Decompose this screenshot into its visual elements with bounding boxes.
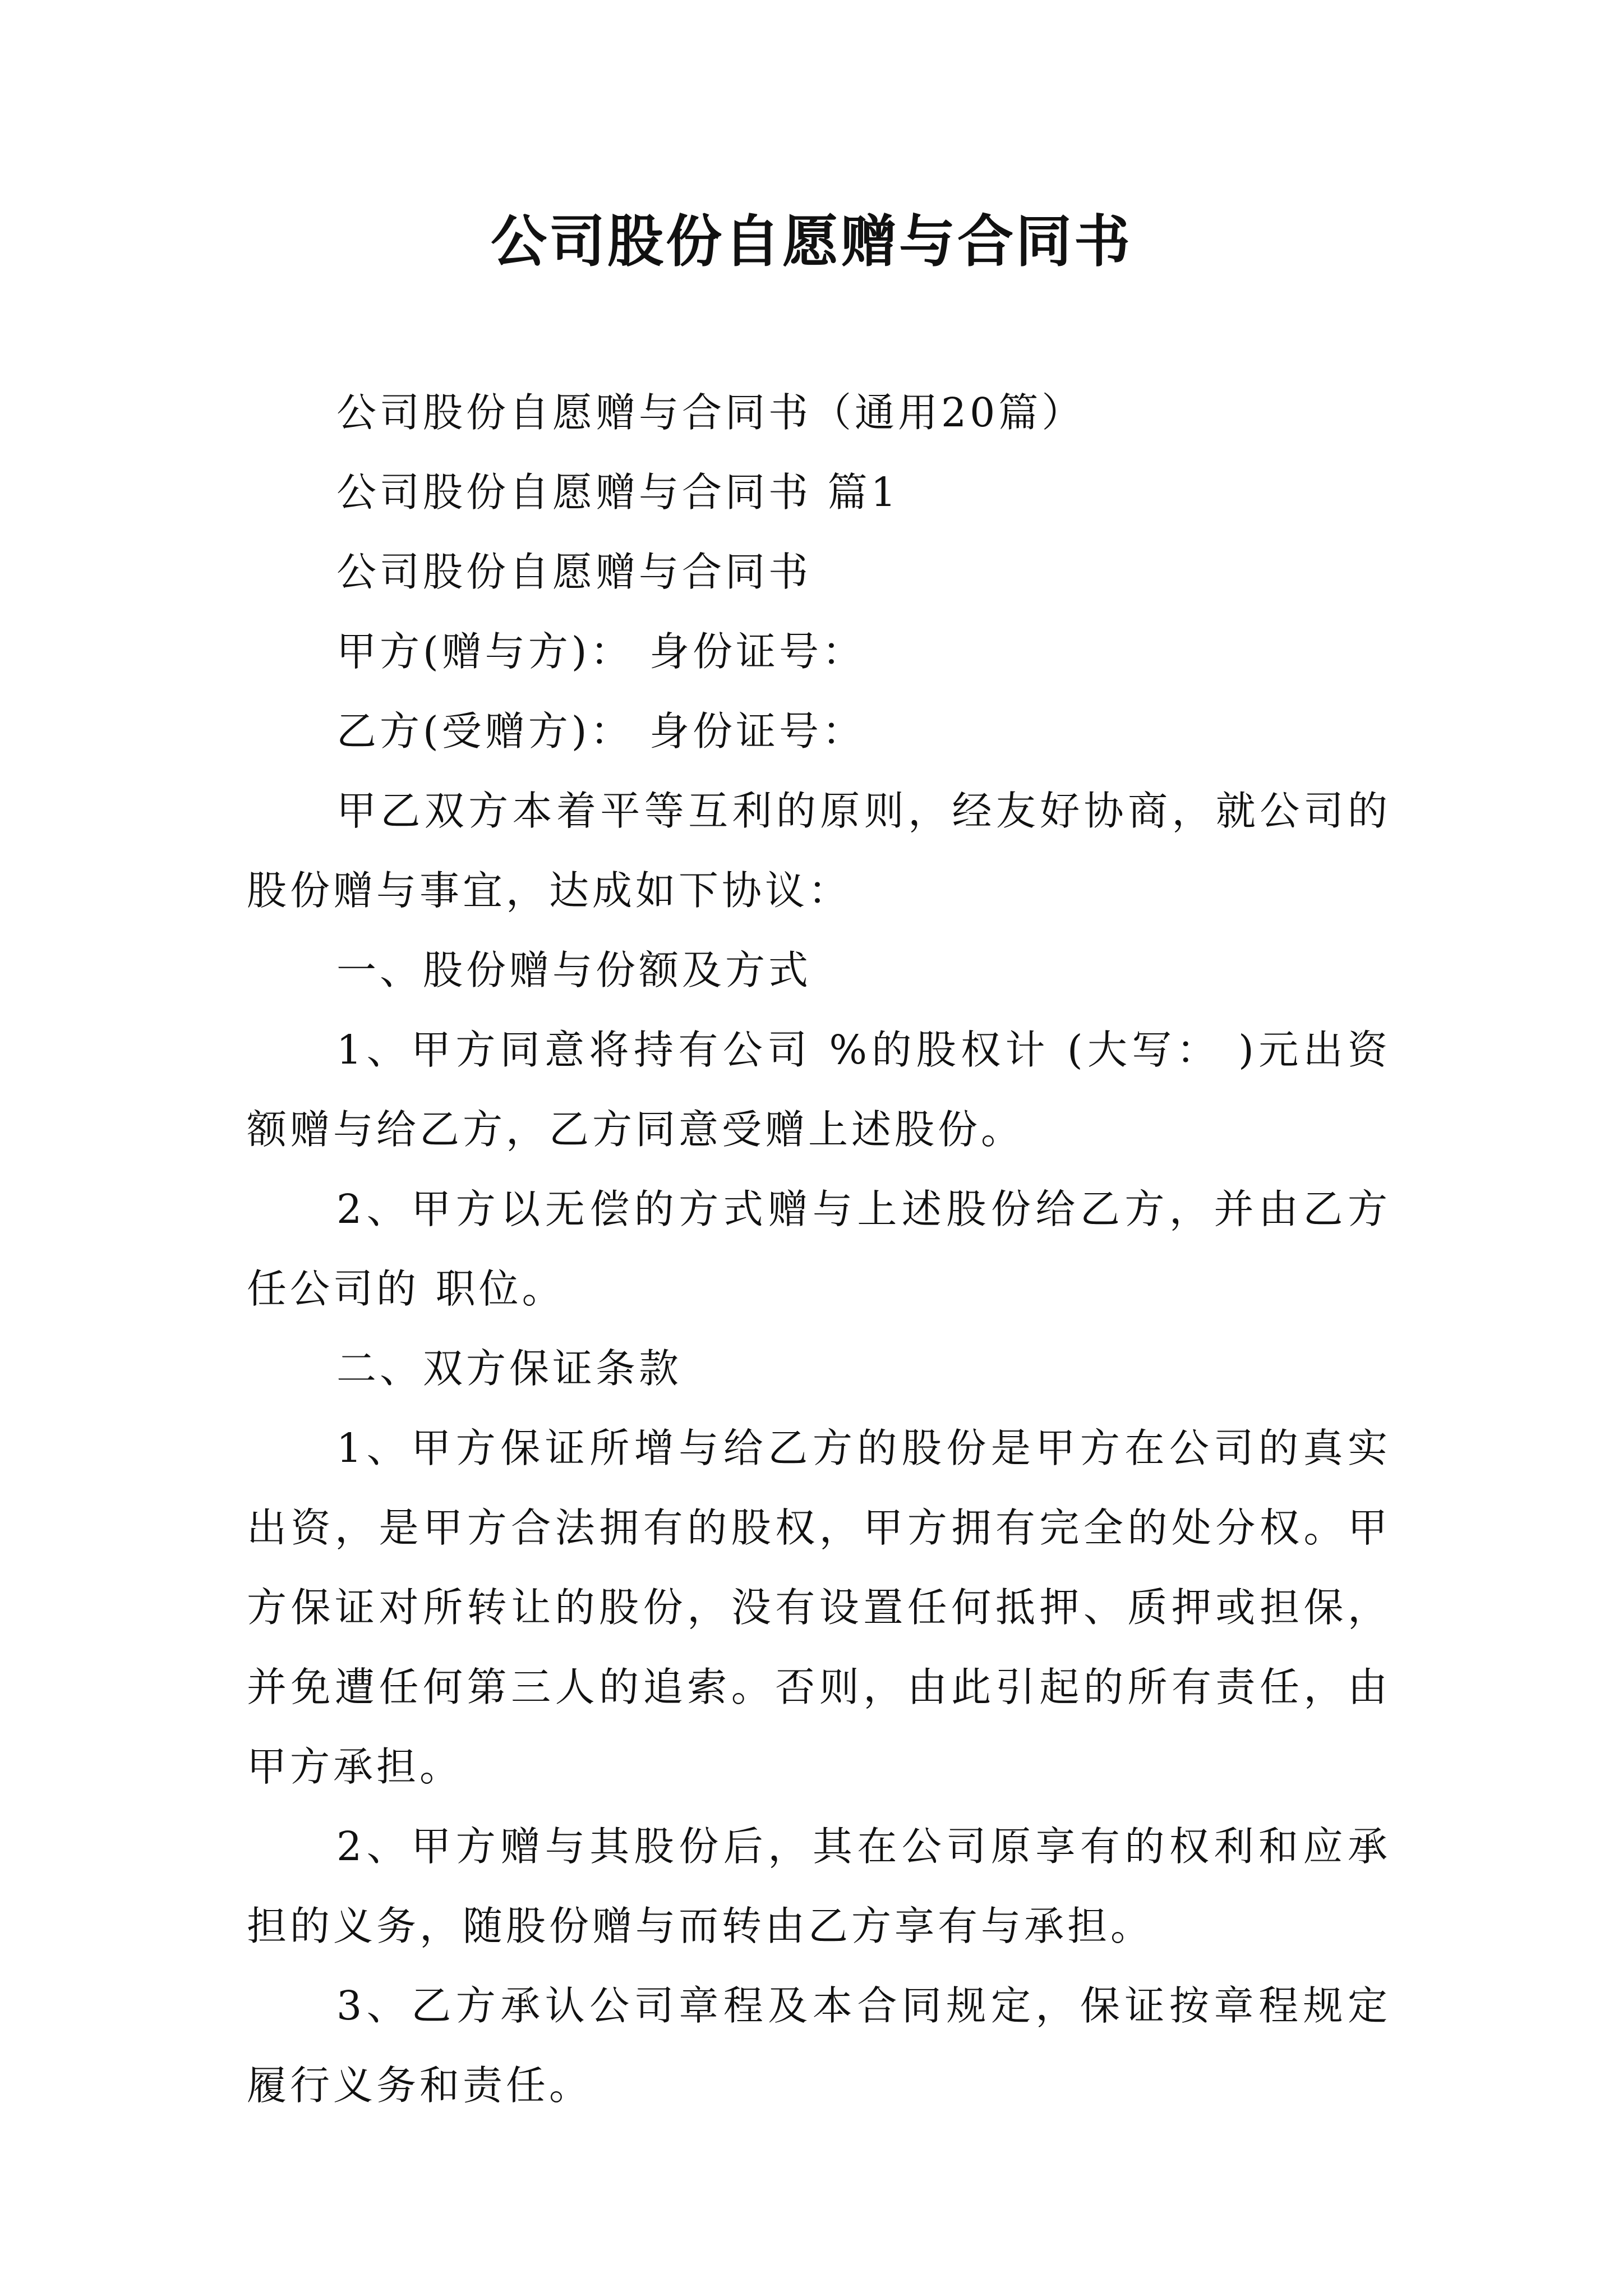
paragraph-subtitle: 公司股份自愿赠与合同书（通用20篇） <box>336 389 1085 436</box>
paragraph-chapter-heading: 公司股份自愿赠与合同书 篇1 <box>336 469 900 516</box>
paragraph-party-a: 甲方(赠与方)： 身份证号： <box>336 628 865 675</box>
paragraph-party-b: 乙方(受赠方)： 身份证号： <box>336 708 865 754</box>
paragraph-clause-2-2: 2、甲方赠与其股份后，其在公司原享有的权利和应承担的义务，随股份赠与而转由乙方享有与承担。 <box>247 1823 1391 1949</box>
document-title: 公司股份自愿赠与合同书 <box>491 208 1132 274</box>
section-heading-2: 二、双方保证条款 <box>336 1345 683 1392</box>
paragraph-clause-2-3: 3、乙方承认公司章程及本合同规定，保证按章程规定履行义务和责任。 <box>247 1982 1391 2109</box>
paragraph-contract-name: 公司股份自愿赠与合同书 <box>336 549 812 595</box>
section-heading-1: 一、股份赠与份额及方式 <box>336 947 812 993</box>
paragraph-clause-1-2: 2、甲方以无偿的方式赠与上述股份给乙方，并由乙方任公司的 职位。 <box>247 1186 1391 1312</box>
document-body <box>247 373 1391 2125</box>
paragraph-clause-2-1: 1、甲方保证所增与给乙方的股份是甲方在公司的真实出资，是甲方合法拥有的股权，甲方拥有完全的处分权。甲方保证对所转让的股份，没有设置任何抵押、质押或担保，并免遭任何第三人的追索。否则，由此引起的所有责任，由甲方承担。 <box>247 1425 1391 1790</box>
paragraph-preamble: 甲乙双方本着平等互利的原则，经友好协商，就公司的股份赠与事宜，达成如下协议： <box>247 788 1391 914</box>
paragraph-clause-1-1: 1、甲方同意将持有公司 %的股权计 (大写： )元出资额赠与给乙方，乙方同意受赠上述股份。 <box>247 1027 1391 1153</box>
